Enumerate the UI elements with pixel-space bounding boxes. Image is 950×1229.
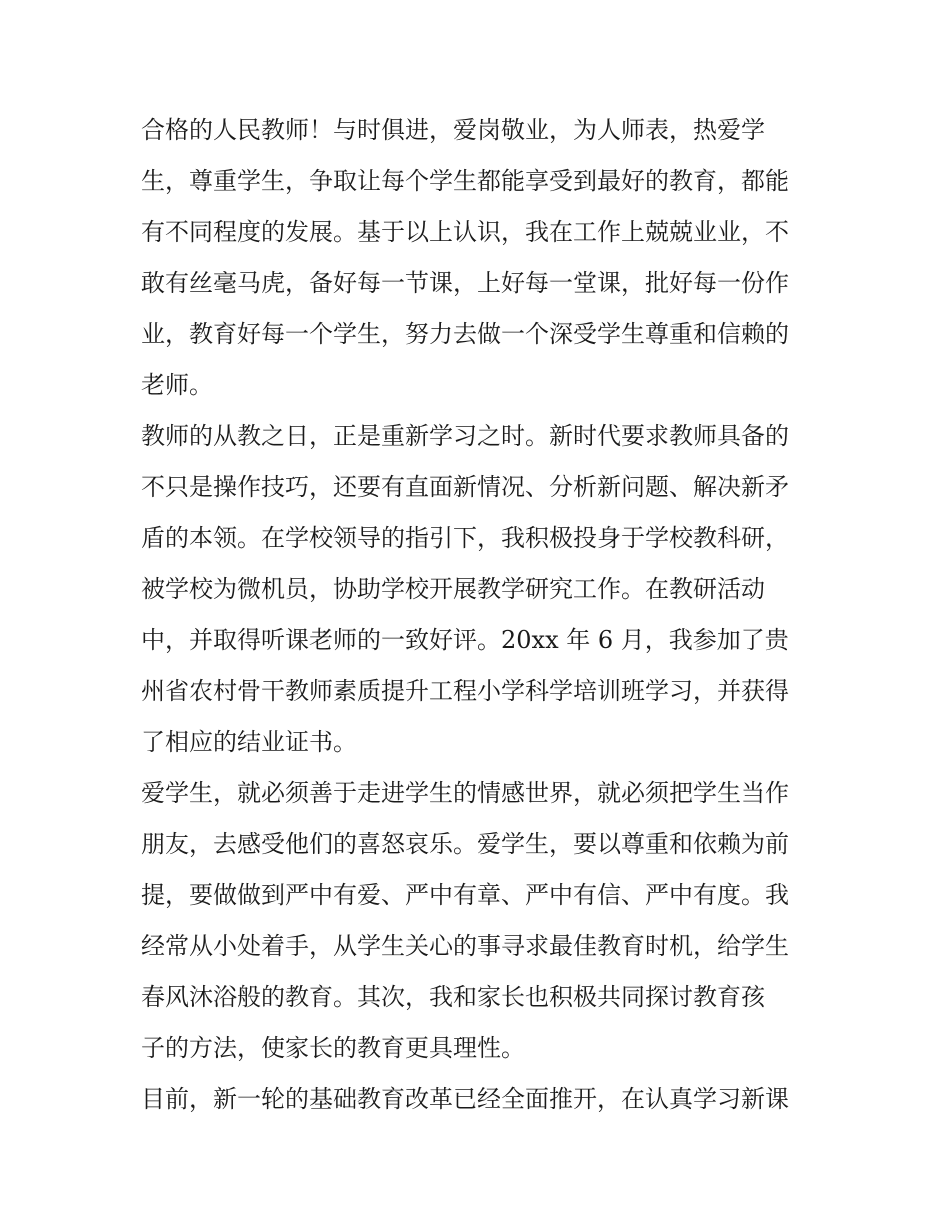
text-line: 了相应的结业证书。 (141, 728, 357, 756)
document-body (141, 105, 813, 1125)
paragraph-1 (141, 105, 813, 411)
text-line: 朋友，去感受他们的喜怒哀乐。爱学生，要以尊重和依赖为前 (141, 830, 789, 858)
text-line: 春风沐浴般的教育。其次，我和家长也积极共同探讨教育孩 (141, 983, 765, 1011)
text-line: 子的方法，使家长的教育更具理性。 (141, 1034, 525, 1062)
text-line: 生，尊重学生，争取让每个学生都能享受到最好的教育，都能 (141, 167, 789, 195)
text-line: 有不同程度的发展。基于以上认识，我在工作上兢兢业业，不 (141, 218, 789, 246)
text-line: 经常从小处着手，从学生关心的事寻求最佳教育时机，给学生 (141, 932, 789, 960)
text-line: 州省农村骨干教师素质提升工程小学科学培训班学习，并获得 (141, 677, 789, 705)
paragraph-3 (141, 768, 813, 1074)
text-line: 敢有丝毫马虎，备好每一节课，上好每一堂课，批好每一份作 (141, 269, 789, 297)
text-line: 业，教育好每一个学生，努力去做一个深受学生尊重和信赖的 (141, 320, 789, 348)
paragraph-2 (141, 411, 813, 768)
text-line: 老师。 (141, 371, 213, 399)
text-line: 目前，新一轮的基础教育改革已经全面推开，在认真学习新课 (141, 1085, 789, 1113)
text-line: 中，并取得听课老师的一致好评。20xx 年 6 月，我参加了贵 (141, 626, 789, 654)
text-line: 合格的人民教师！与时俱进，爱岗敬业，为人师表，热爱学 (141, 116, 765, 144)
text-line: 盾的本领。在学校领导的指引下，我积极投身于学校教科研， (141, 524, 789, 552)
text-line: 不只是操作技巧，还要有直面新情况、分析新问题、解决新矛 (141, 473, 789, 501)
text-line: 教师的从教之日，正是重新学习之时。新时代要求教师具备的 (141, 422, 789, 450)
text-line: 提，要做做到严中有爱、严中有章、严中有信、严中有度。我 (141, 881, 789, 909)
text-line: 爱学生，就必须善于走进学生的情感世界，就必须把学生当作 (141, 779, 789, 807)
text-line: 被学校为微机员，协助学校开展教学研究工作。在教研活动 (141, 575, 765, 603)
paragraph-4 (141, 1074, 813, 1125)
